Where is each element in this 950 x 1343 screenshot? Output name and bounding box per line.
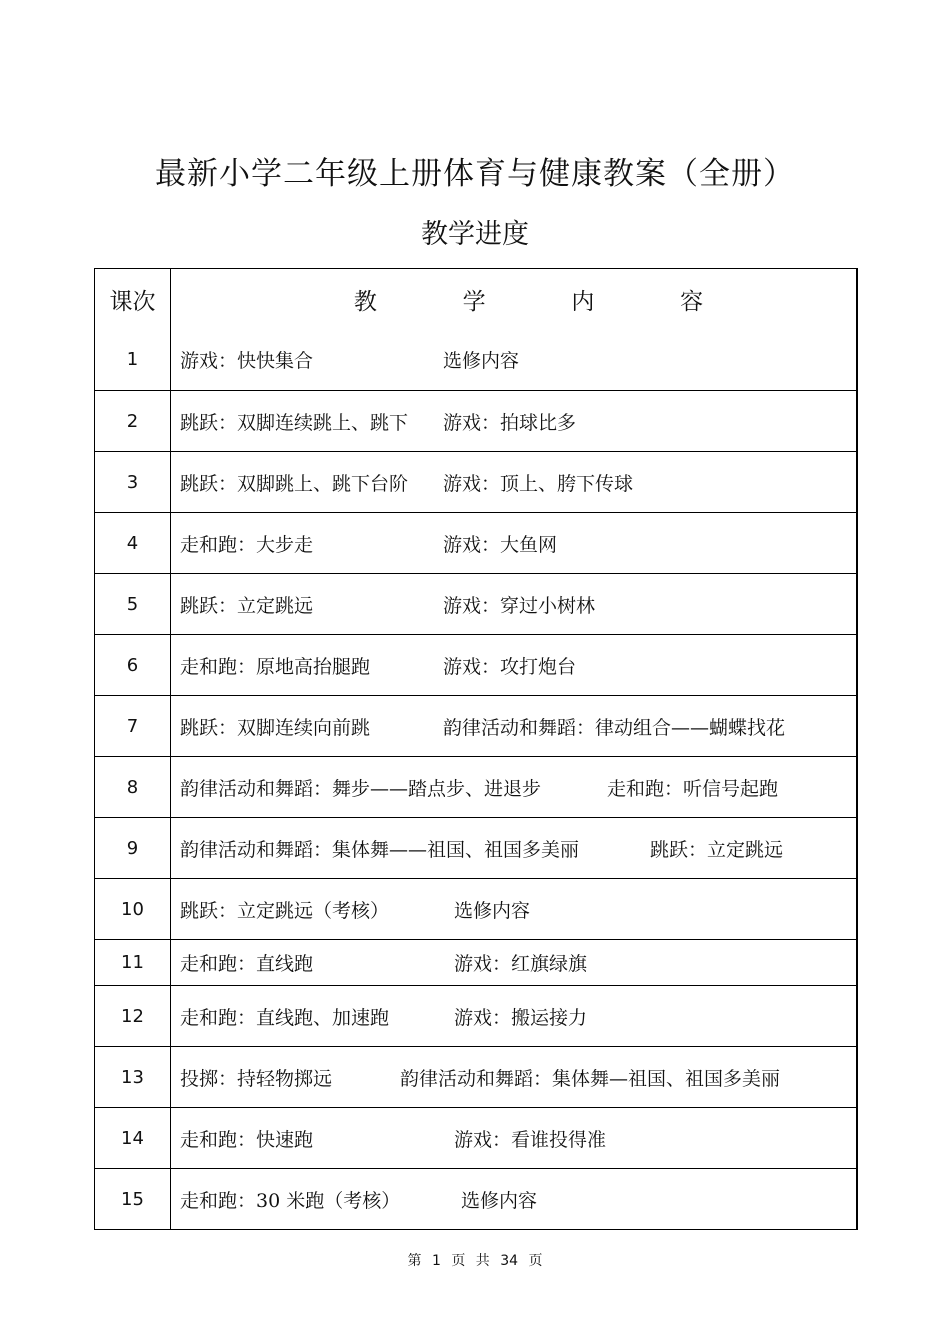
lesson-number: 1 (95, 329, 171, 390)
lesson-number: 12 (95, 986, 171, 1046)
lesson-secondary: 选修内容 (454, 899, 531, 922)
lesson-number: 4 (95, 513, 171, 573)
lesson-primary: 跳跃：双脚连续跳上、跳下 (180, 411, 409, 434)
lesson-secondary: 选修内容 (443, 350, 520, 372)
page-footer (0, 1250, 950, 1270)
lesson-primary: 走和跑：大步走 (180, 533, 314, 556)
lesson-secondary: 韵律活动和舞蹈：集体舞—祖国、祖国多美丽 (400, 1067, 781, 1090)
lesson-secondary: 游戏：大鱼网 (443, 533, 558, 556)
lesson-primary: 游戏：快快集合 (180, 350, 314, 372)
lesson-number: 8 (95, 757, 171, 817)
footer-text: 第 (407, 1253, 422, 1269)
lesson-primary: 跳跃：双脚跳上、跳下台阶 (180, 472, 409, 495)
lesson-content (171, 1047, 856, 1107)
table-row (95, 1107, 856, 1168)
table-row (95, 1046, 856, 1107)
lesson-primary: 跳跃：立定跳远（考核） (180, 899, 390, 922)
page-number: 1 (431, 1253, 441, 1269)
lesson-primary: 走和跑：直线跑、加速跑 (180, 1006, 390, 1029)
lesson-content (171, 986, 856, 1046)
lesson-number: 10 (95, 879, 171, 939)
lesson-content (171, 757, 856, 817)
table-row (95, 451, 856, 512)
lesson-content (171, 574, 856, 634)
table-row (95, 1168, 856, 1229)
lesson-content (171, 1169, 856, 1229)
lesson-number: 6 (95, 635, 171, 695)
header-char: 容 (680, 288, 704, 315)
table-row (95, 573, 856, 634)
lesson-content (171, 1108, 856, 1168)
header-lesson: 课次 (95, 269, 171, 329)
lesson-content (171, 818, 856, 878)
lesson-primary: 韵律活动和舞蹈：舞步——踏点步、进退步 (180, 777, 542, 800)
lesson-content (171, 513, 856, 573)
lesson-number: 7 (95, 696, 171, 756)
lesson-primary: 走和跑：原地高抬腿跑 (180, 655, 371, 678)
lesson-number: 15 (95, 1169, 171, 1229)
footer-text: 页 (528, 1253, 543, 1269)
lesson-secondary: 韵律活动和舞蹈：律动组合——蝴蝶找花 (443, 716, 786, 739)
table-row (95, 939, 856, 985)
table-row (95, 634, 856, 695)
table-row (95, 985, 856, 1046)
footer-text: 共 (475, 1253, 490, 1269)
table-row (95, 817, 856, 878)
section-title: 教学进度 (421, 219, 529, 250)
table-header-row (95, 269, 856, 329)
lesson-primary: 跳跃：立定跳远 (180, 594, 314, 617)
lesson-content (171, 329, 856, 390)
lesson-primary: 韵律活动和舞蹈：集体舞——祖国、祖国多美丽 (180, 838, 580, 861)
lesson-primary: 走和跑：30 米跑（考核） (180, 1189, 401, 1212)
schedule-table (94, 268, 858, 1230)
footer-text: 页 (451, 1253, 466, 1269)
table-row (95, 512, 856, 573)
lesson-content (171, 452, 856, 512)
lesson-number: 11 (95, 940, 171, 985)
lesson-primary: 跳跃：双脚连续向前跳 (180, 716, 371, 739)
lesson-content (171, 940, 856, 985)
lesson-number: 14 (95, 1108, 171, 1168)
lesson-secondary: 游戏：红旗绿旗 (454, 953, 588, 975)
lesson-content (171, 635, 856, 695)
table-row (95, 329, 856, 390)
lesson-primary: 走和跑：直线跑 (180, 953, 314, 975)
lesson-secondary: 选修内容 (461, 1189, 538, 1212)
lesson-number: 9 (95, 818, 171, 878)
table-row (95, 756, 856, 817)
lesson-content (171, 696, 856, 756)
lesson-secondary: 走和跑：听信号起跑 (607, 777, 779, 800)
lesson-content (171, 391, 856, 451)
lesson-secondary: 游戏：顶上、胯下传球 (443, 472, 634, 495)
lesson-number: 2 (95, 391, 171, 451)
lesson-secondary: 游戏：看谁投得准 (454, 1128, 607, 1151)
header-content (171, 269, 856, 329)
lesson-number: 3 (95, 452, 171, 512)
lesson-secondary: 跳跃：立定跳远 (650, 838, 784, 861)
table-row (95, 695, 856, 756)
lesson-number: 5 (95, 574, 171, 634)
lesson-primary: 走和跑：快速跑 (180, 1128, 314, 1151)
header-char: 内 (571, 288, 595, 315)
lesson-number: 13 (95, 1047, 171, 1107)
page-title: 最新小学二年级上册体育与健康教案（全册） (155, 156, 795, 192)
lesson-content (171, 879, 856, 939)
header-char: 学 (462, 288, 486, 315)
lesson-primary: 投掷：持轻物掷远 (180, 1067, 333, 1090)
table-row (95, 390, 856, 451)
table-row (95, 878, 856, 939)
lesson-secondary: 游戏：搬运接力 (454, 1006, 588, 1029)
lesson-secondary: 游戏：攻打炮台 (443, 655, 577, 678)
lesson-secondary: 游戏：拍球比多 (443, 411, 577, 434)
page-total: 34 (500, 1253, 519, 1269)
lesson-secondary: 游戏：穿过小树林 (443, 594, 596, 617)
header-char: 教 (353, 288, 377, 315)
